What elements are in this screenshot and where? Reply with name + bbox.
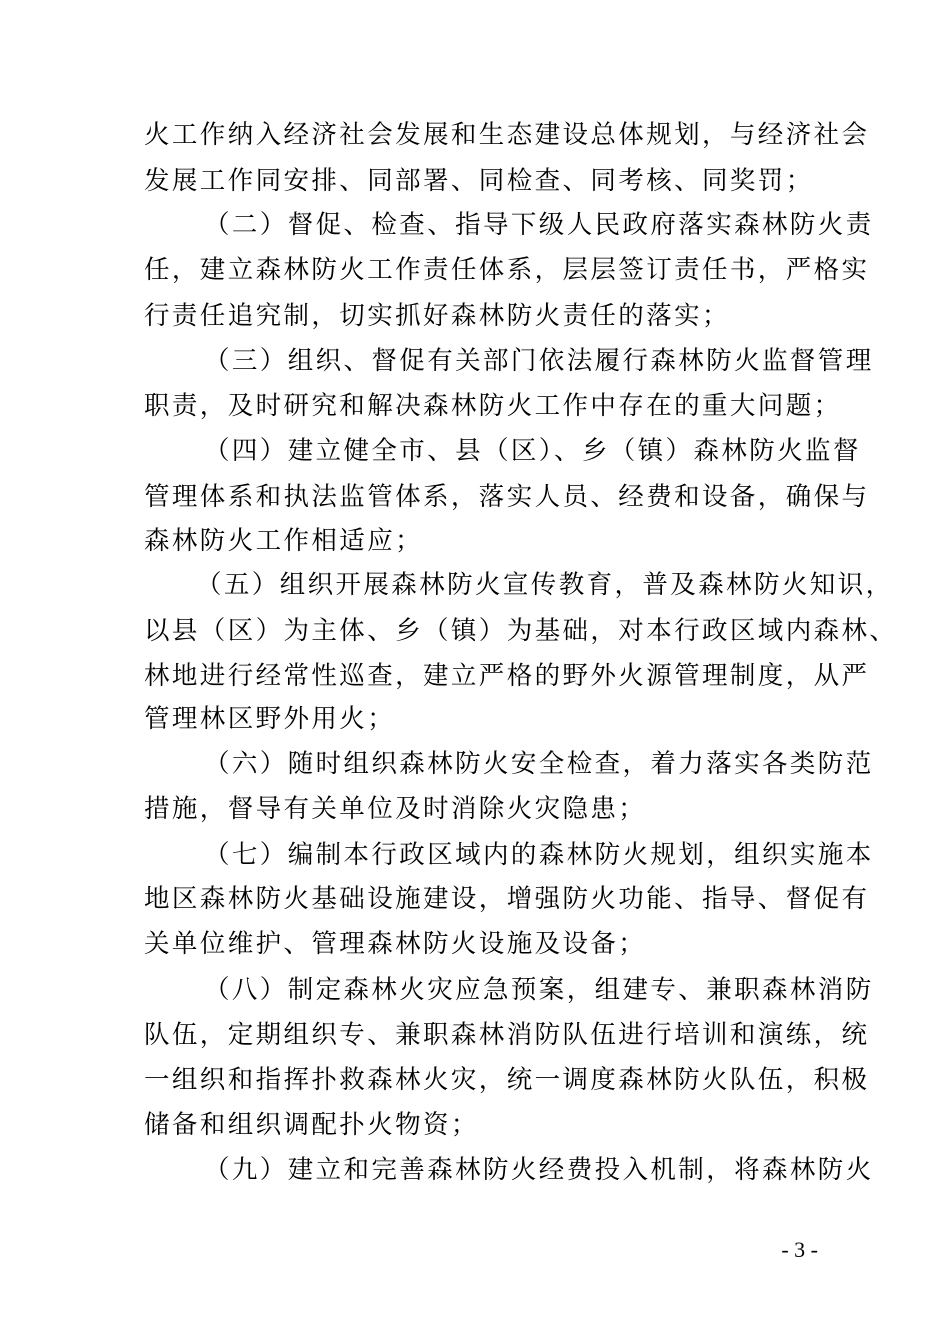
paragraph-item-7-start: （七）编制本行政区域内的森林防火规划，组织实施本 [204, 840, 874, 870]
paragraph-item-9-start: （九）建立和完善森林防火经费投入机制，将森林防火 [204, 1155, 874, 1185]
paragraph-item-2-start: （二）督促、检查、指导下级人民政府落实森林防火责 [204, 210, 874, 240]
text-line: 任，建立森林防火工作责任体系，层层签订责任书，严格实 [144, 255, 870, 285]
text-line: 管理林区野外用火； [144, 704, 396, 734]
text-line: 储备和组织调配扑火物资； [144, 1110, 479, 1140]
page-number: - 3 - [781, 1237, 818, 1262]
text-line: 森林防火工作相适应； [144, 526, 424, 556]
paragraph-item-5-start: （五）组织开展森林防火宣传教育，普及森林防火知识， [196, 570, 894, 600]
text-line: 行责任追究制，切实抓好森林防火责任的落实； [144, 301, 730, 331]
text-line: 关单位维护、管理森林防火设施及设备； [144, 929, 647, 959]
text-line: 队伍，定期组织专、兼职森林消防队伍进行培训和演练，统 [144, 1020, 870, 1050]
paragraph-item-3-start: （三）组织、督促有关部门依法履行森林防火监督管理 [204, 346, 874, 376]
text-line: 以县（区）为主体、乡（镇）为基础，对本行政区域内森林、 [144, 616, 898, 646]
paragraph-item-4-start: （四）建立健全市、县（区）、乡（镇）森林防火监督 [204, 436, 861, 466]
text-line: 职责，及时研究和解决森林防火工作中存在的重大问题； [144, 391, 842, 421]
paragraph-item-8-start: （八）制定森林火灾应急预案，组建专、兼职森林消防 [204, 975, 874, 1005]
text-line: 地区森林防火基础设施建设，增强防火功能、指导、督促有 [144, 884, 870, 914]
text-line: 管理体系和执法监管体系，落实人员、经费和设备，确保与 [144, 482, 870, 512]
text-line: 林地进行经常性巡查，建立严格的野外火源管理制度，从严 [144, 661, 870, 691]
text-line: 火工作纳入经济社会发展和生态建设总体规划，与经济社会 [144, 120, 870, 150]
text-line: 一组织和指挥扑救森林火灾，统一调度森林防火队伍，积极 [144, 1065, 870, 1095]
paragraph-item-6-start: （六）随时组织森林防火安全检查，着力落实各类防范 [204, 749, 874, 779]
text-line: 措施，督导有关单位及时消除火灾隐患； [144, 794, 647, 824]
text-line: 发展工作同安排、同部署、同检查、同考核、同奖罚； [144, 166, 814, 196]
